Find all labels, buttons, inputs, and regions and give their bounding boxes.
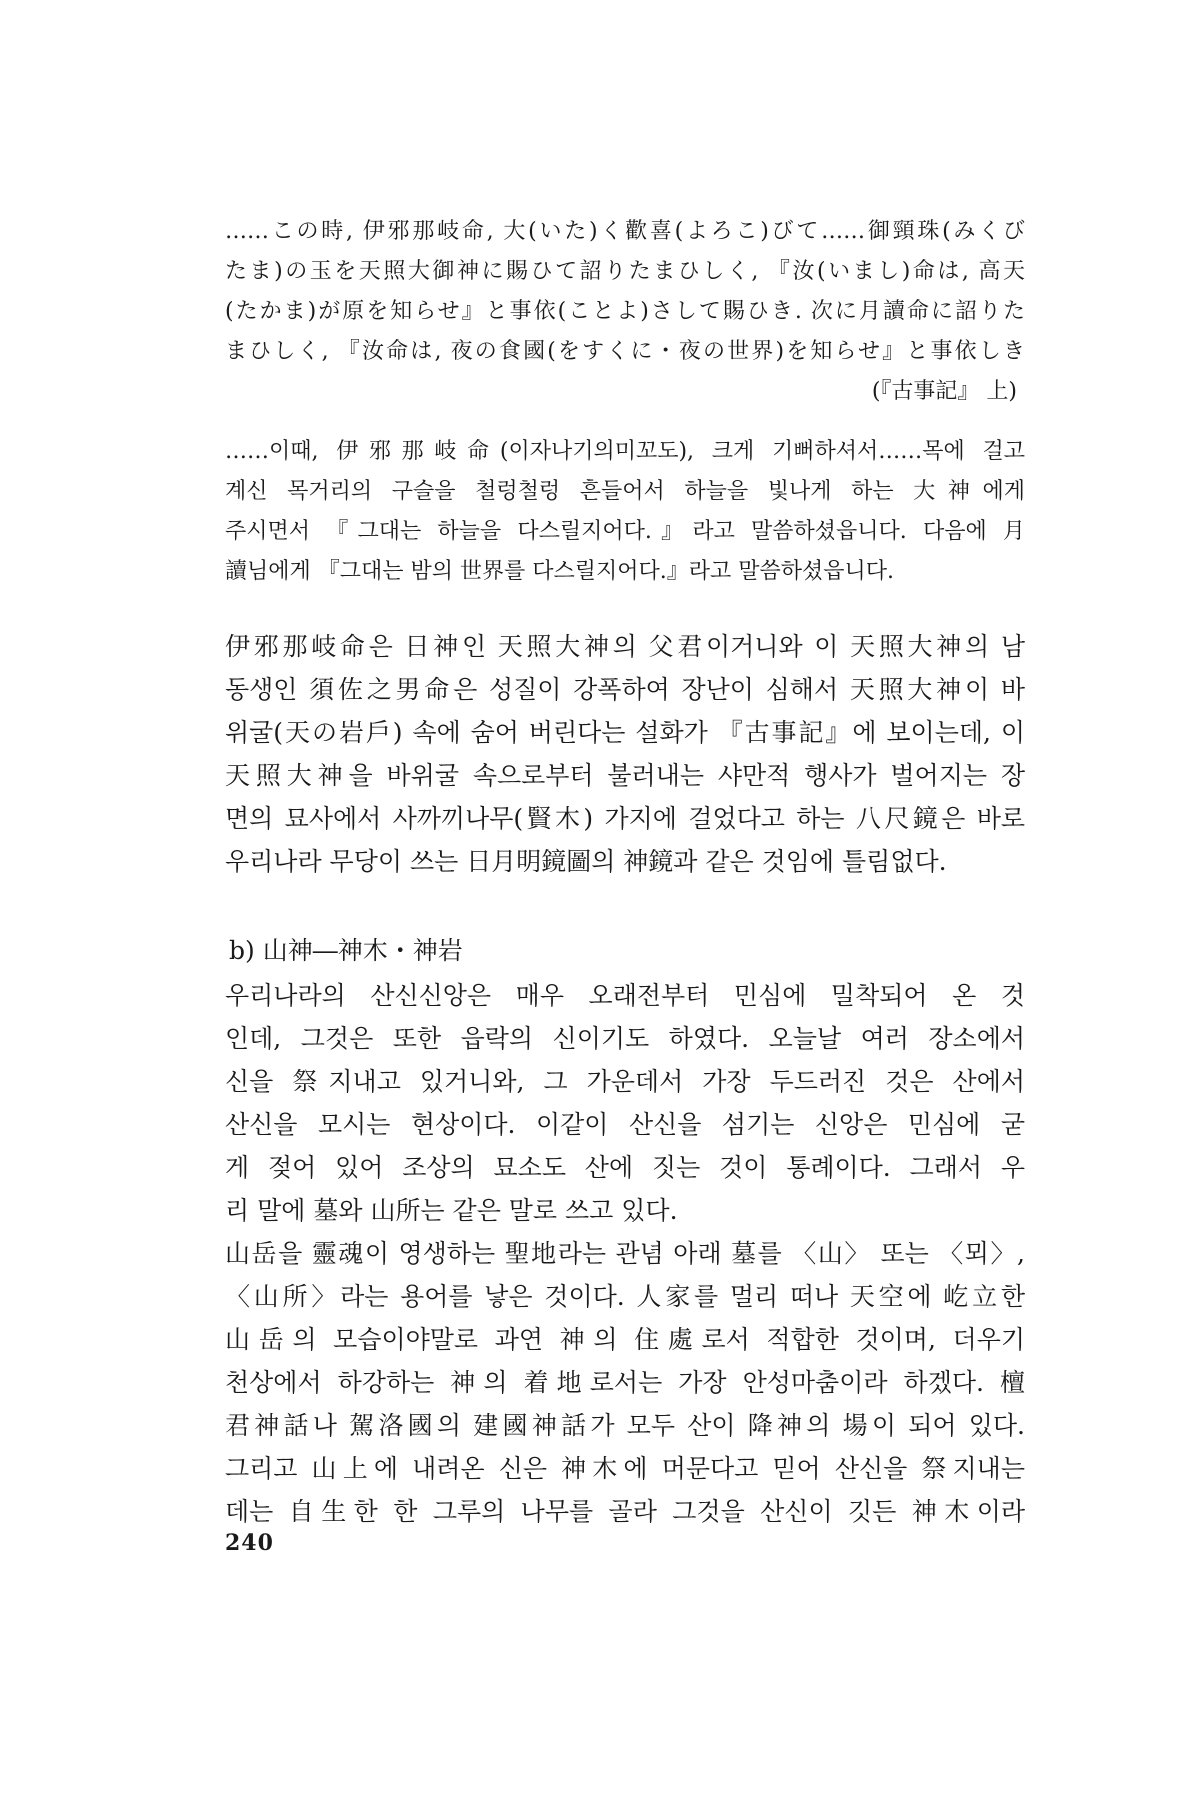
section-paragraph-1 — [225, 974, 1025, 1232]
paragraph-line: 신을 祭지내고 있거니와, 그 가운데서 가장 두드러진 것은 산에서 — [225, 1067, 1025, 1096]
paragraph-line: 天照大神을 바위굴 속으로부터 불러내는 샤만적 행사가 벌어지는 장 — [225, 761, 1025, 790]
paragraph-line: 伊邪那岐命은 日神인 天照大神의 父君이거니와 이 天照大神의 남 — [225, 632, 1025, 661]
paragraph-line: 리 말에 墓와 山所는 같은 말로 쓰고 있다. — [225, 1196, 678, 1225]
japanese-quote-line: たま)の玉を天照大御神に賜ひて詔りたまひしく, 『汝(いまし)命は, 高天 — [225, 259, 1025, 284]
body-paragraph-1 — [225, 625, 1025, 883]
page-number: 240 — [225, 1530, 274, 1556]
korean-quote-line: 계신 목거리의 구슬을 철렁철렁 흔들어서 하늘을 빛나게 하는 大神에게 — [225, 479, 1025, 504]
korean-quote-line: 讀님에게 『그대는 밤의 世界를 다스릴지어다.』라고 말씀하셨읍니다. — [225, 559, 895, 584]
paragraph-line: 그리고 山上에 내려온 신은 神木에 머문다고 믿어 산신을 祭지내는 — [225, 1454, 1025, 1483]
paragraph-line: 데는 自生한 한 그루의 나무를 골라 그것을 산신이 깃든 神木이라 — [225, 1497, 1025, 1526]
paragraph-line: 君神話나 駕洛國의 建國神話가 모두 산이 降神의 場이 되어 있다. — [225, 1411, 1025, 1440]
japanese-quote-line: (たかま)が原を知らせ』と事依(ことよ)さして賜ひき. 次に月讀命に詔りた — [225, 299, 1025, 324]
paragraph-line: 산신을 모시는 현상이다. 이같이 산신을 섬기는 신앙은 민심에 굳 — [225, 1110, 1025, 1139]
paragraph-line: 우리나라의 산신신앙은 매우 오래전부터 민심에 밀착되어 온 것 — [225, 981, 1025, 1010]
paragraph-line: 천상에서 하강하는 神의 着地로서는 가장 안성마춤이라 하겠다. 檀 — [225, 1368, 1025, 1397]
korean-quote-block — [225, 432, 1025, 592]
korean-quote-line: ……이때, 伊邪那岐命(이자나기의미꼬도), 크게 기뻐하셔서……목에 걸고 — [225, 439, 1025, 464]
quote-citation: (『古事記』 上) — [871, 379, 1017, 404]
paragraph-line: 동생인 須佐之男命은 성질이 강폭하여 장난이 심해서 天照大神이 바 — [225, 675, 1025, 704]
section-paragraph-2 — [225, 1232, 1025, 1533]
section-heading: b) 山神―神木・神岩 — [229, 936, 463, 965]
paragraph-line: 게 젖어 있어 조상의 묘소도 산에 짓는 것이 통례이다. 그래서 우 — [225, 1153, 1025, 1182]
section-b — [225, 928, 1025, 1533]
paragraph-line: 山岳의 모습이야말로 과연 神의 住處로서 적합한 것이며, 더우기 — [225, 1325, 1025, 1354]
paragraph-line: 위굴(天の岩戶) 속에 숨어 버린다는 설화가 『古事記』에 보이는데, 이 — [225, 718, 1025, 747]
paragraph-line: 〈山所〉라는 용어를 낳은 것이다. 人家를 멀리 떠나 天空에 屹立한 — [225, 1282, 1025, 1311]
paragraph-line: 山岳을 靈魂이 영생하는 聖地라는 관념 아래 墓를 〈山〉 또는 〈뫼〉, — [225, 1239, 1025, 1268]
korean-quote-line: 주시면서 『그대는 하늘을 다스릴지어다.』라고 말씀하셨읍니다. 다음에 月 — [225, 519, 1025, 544]
paragraph-line: 면의 묘사에서 사까끼나무(賢木) 가지에 걸었다고 하는 八尺鏡은 바로 — [225, 804, 1025, 833]
japanese-quote-line: まひしく, 『汝命は, 夜の食國(をすくに・夜の世界)を知らせ』と事依しき — [225, 339, 1025, 364]
japanese-quote-block — [225, 212, 1025, 412]
paragraph-line: 인데, 그것은 또한 읍락의 신이기도 하였다. 오늘날 여러 장소에서 — [225, 1024, 1025, 1053]
paragraph-line: 우리나라 무당이 쓰는 日月明鏡圖의 神鏡과 같은 것임에 틀림없다. — [225, 847, 947, 876]
japanese-quote-line: ……この時, 伊邪那岐命, 大(いた)く歡喜(よろこ)びて……御頸珠(みくび — [225, 219, 1025, 244]
